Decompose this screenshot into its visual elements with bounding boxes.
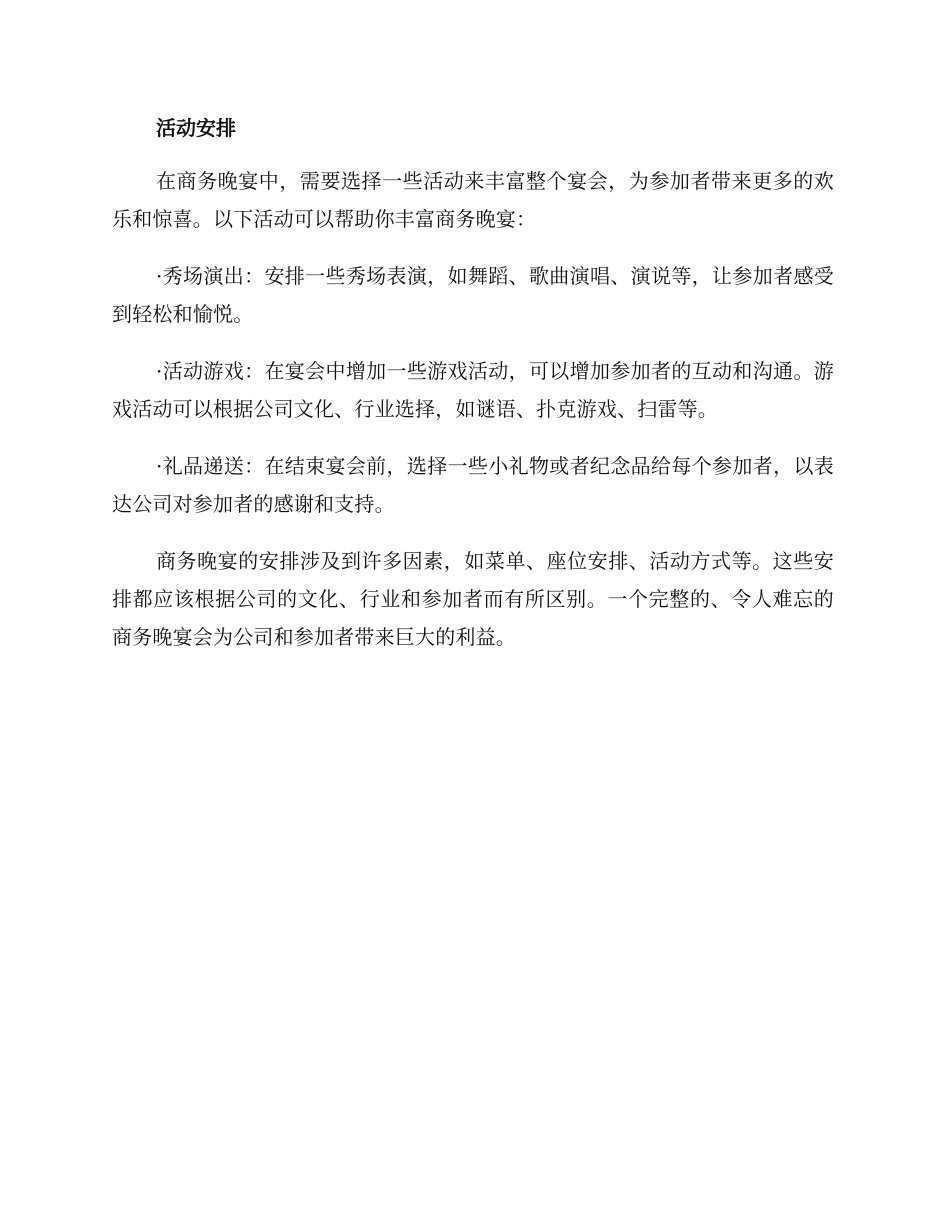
list-item: [112, 257, 834, 333]
list-item-text: 礼品递送：在结束宴会前，选择一些小礼物或者纪念品给每个参加者，以表达公司对参加者的感谢和支持。: [112, 454, 834, 516]
intro-paragraph: 在商务晚宴中，需要选择一些活动来丰富整个宴会，为参加者带来更多的欢乐和惊喜。以下活动可以帮助你丰富商务晚宴：: [112, 169, 834, 231]
list-item-text: 活动游戏：在宴会中增加一些游戏活动，可以增加参加者的互动和沟通。游戏活动可以根据公司文化、行业选择，如谜语、扑克游戏、扫雷等。: [112, 359, 834, 421]
conclusion-paragraph: 商务晚宴的安排涉及到许多因素，如菜单、座位安排、活动方式等。这些安排都应该根据公司的文化、行业和参加者而有所区别。一个完整的、令人难忘的商务晚宴会为公司和参加者带来巨大的利益。: [112, 549, 834, 649]
list-item: [112, 352, 834, 428]
list-item: [112, 447, 834, 523]
list-item-text: 秀场演出：安排一些秀场表演，如舞蹈、歌曲演唱、演说等，让参加者感受到轻松和愉悦。: [112, 264, 834, 326]
bullet-icon: ·: [156, 359, 163, 383]
bullet-icon: ·: [156, 264, 163, 288]
section-heading: 活动安排: [156, 116, 236, 140]
document-page: [112, 108, 834, 675]
bullet-icon: ·: [156, 454, 163, 478]
